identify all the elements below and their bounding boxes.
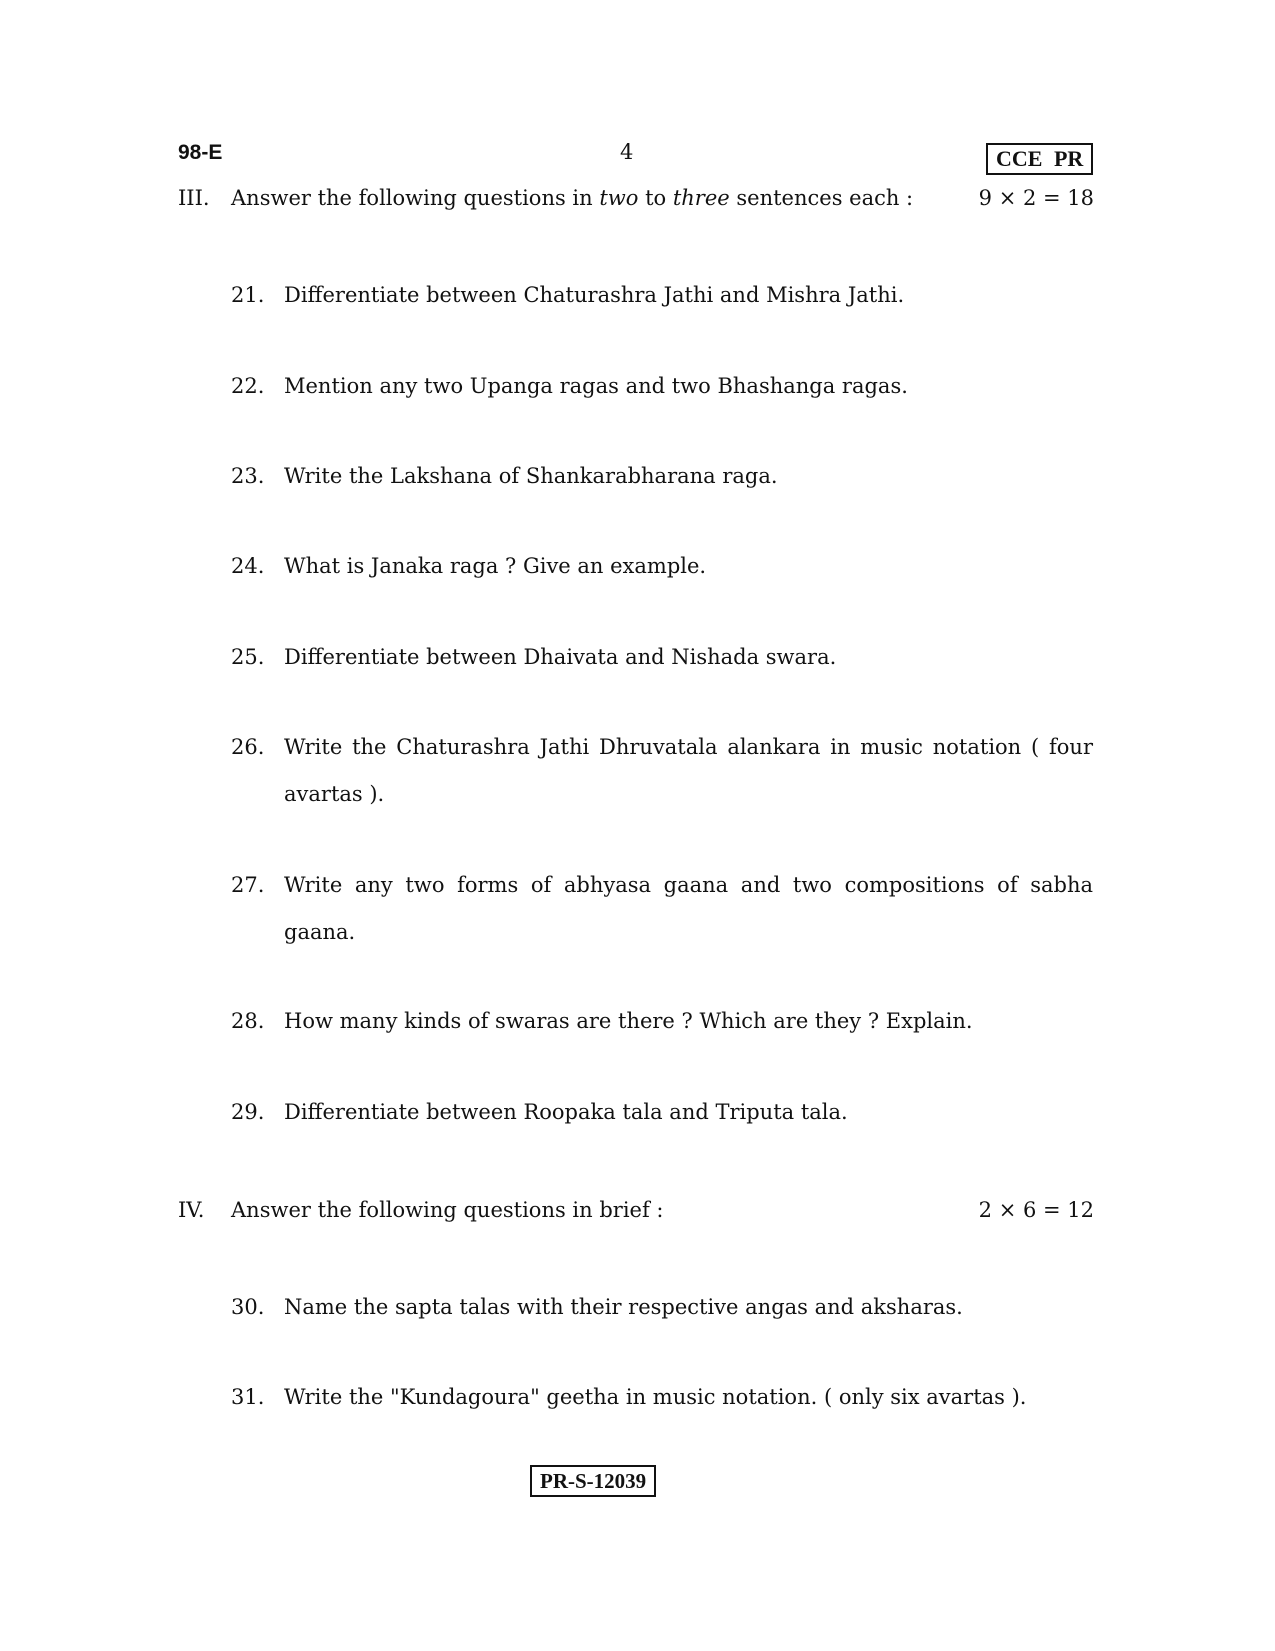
footer-code-box: PR-S-12039: [530, 1465, 656, 1497]
page-number: 4: [620, 140, 634, 164]
question-number: 28.: [231, 1009, 265, 1033]
section-instruction: Answer the following questions in brief :: [231, 1198, 664, 1222]
section-instruction: Answer the following questions in two to three sentences each :: [231, 186, 914, 210]
question-text: Write the Chaturashra Jathi Dhruvatala alankara in music notation ( four avartas ).: [284, 735, 1093, 806]
question-text: Differentiate between Dhaivata and Nishada swara.: [284, 645, 837, 669]
question-text: Differentiate between Chaturashra Jathi and Mishra Jathi.: [284, 283, 905, 307]
question-24: [231, 543, 1093, 590]
question-number: 21.: [231, 283, 265, 307]
question-text: How many kinds of swaras are there ? Which are they ? Explain.: [284, 1009, 973, 1033]
question-number: 31.: [231, 1385, 265, 1409]
question-22: [231, 363, 1093, 410]
question-number: 24.: [231, 554, 265, 578]
question-27: [231, 862, 1093, 956]
question-21: [231, 272, 1093, 319]
question-text: Differentiate between Roopaka tala and Triputa tala.: [284, 1100, 848, 1124]
question-29: [231, 1089, 1093, 1136]
question-text: Mention any two Upanga ragas and two Bhashanga ragas.: [284, 374, 908, 398]
question-28: [231, 998, 1093, 1045]
section-marks: 9 × 2 = 18: [978, 186, 1094, 210]
question-25: [231, 634, 1093, 681]
paper-code: 98-E: [178, 141, 223, 164]
section-marks: 2 × 6 = 12: [978, 1198, 1094, 1222]
question-number: 26.: [231, 735, 265, 759]
question-number: 29.: [231, 1100, 265, 1124]
question-number: 23.: [231, 464, 265, 488]
section-numeral: III.: [178, 186, 210, 210]
question-31: [231, 1374, 1093, 1421]
question-number: 27.: [231, 873, 265, 897]
question-number: 22.: [231, 374, 265, 398]
question-text: Name the sapta talas with their respective angas and aksharas.: [284, 1295, 963, 1319]
question-text: Write the "Kundagoura" geetha in music notation. ( only six avartas ).: [284, 1385, 1027, 1409]
question-23: [231, 453, 1093, 500]
question-number: 25.: [231, 645, 265, 669]
question-text: Write any two forms of abhyasa gaana and two compositions of sabha gaana.: [284, 873, 1093, 944]
question-number: 30.: [231, 1295, 265, 1319]
section-numeral: IV.: [178, 1198, 205, 1222]
question-26: [231, 724, 1093, 818]
question-30: [231, 1284, 1093, 1331]
question-text: What is Janaka raga ? Give an example.: [284, 554, 707, 578]
series-box: CCE PR: [986, 143, 1093, 175]
question-text: Write the Lakshana of Shankarabharana raga.: [284, 464, 778, 488]
